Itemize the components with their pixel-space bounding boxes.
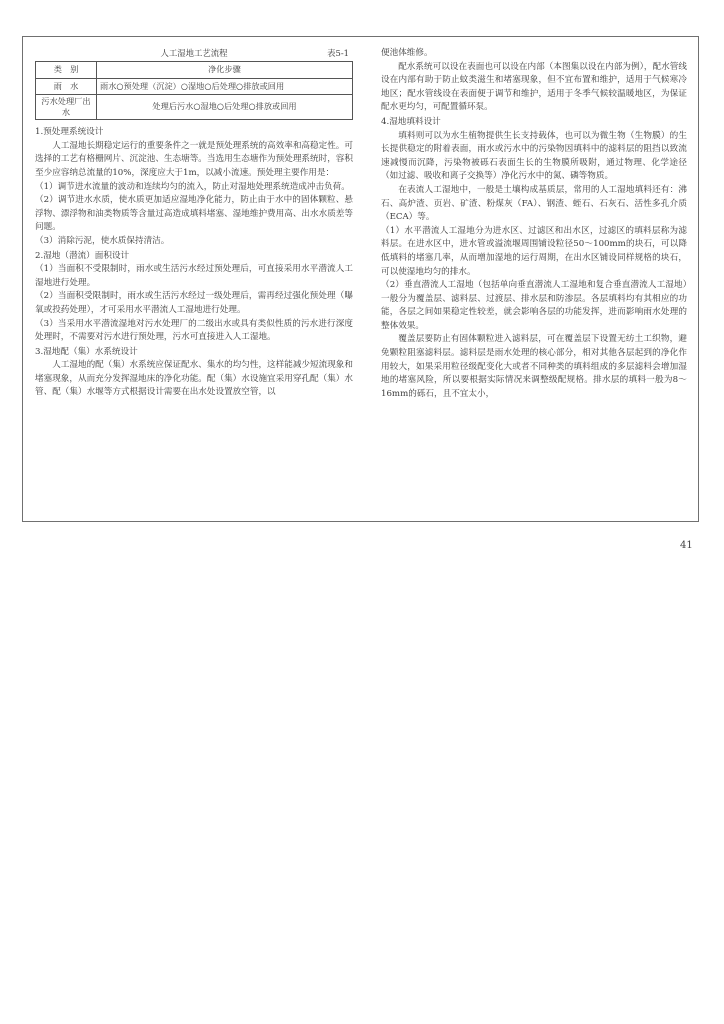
right-column (381, 47, 687, 401)
list-item: （1）当面积不受限制时，雨水或生活污水经过预处理后，可直接采用水平潜流人工湿地进行处理。 (35, 264, 353, 288)
paragraph: 人工湿地的配（集）水系统应保证配水、集水的均匀性，这样能减少短流现象和堵塞现象，从而充分发挥湿地床的净化功能。配（集）水设施宜采用穿孔配（集）水管、配（集）水堰等方式根据设计需要在出水处设置放空管，以 (35, 360, 353, 398)
paragraph: 便池体维修。 (381, 48, 433, 58)
table-header-steps: 净化步骤 (97, 62, 353, 79)
paragraph: 人工湿地长期稳定运行的重要条件之一就是预处理系统的高效率和高稳定性。可选择的工艺有格栅网片、沉淀池、生态塘等。当选用生态塘作为预处理系统时，容积至少应容纳总流量的10%，深度应大于1m，以减小流速。预处理主要作用是： (35, 140, 353, 178)
table-number: 表5-1 (327, 48, 349, 58)
section-heading-fill: 4.湿地填料设计 (381, 116, 441, 127)
paragraph: 填料则可以为水生植物提供生长支持载体，也可以为微生物（生物膜）的生长提供稳定的附着表面，雨水或污水中的污染物因填料中的滤料层的阻挡以致流速减慢而沉降，污染物被砾石表面生长的生物膜所吸附，通过物理、化学途径（如过滤、吸收和离子交换等）净化污水中的氮、磷等物质。 (381, 130, 687, 182)
page-number: 41 (680, 540, 693, 551)
table-cell-steps: 雨水○预处理（沉淀）○湿地○后处理○排放或回用 (97, 78, 353, 95)
process-table (35, 61, 353, 120)
page-frame (22, 36, 699, 522)
paragraph: 配水系统可以设在表面也可以设在内部（本图集以设在内部为例），配水管线设在内部有助于防止蚊类滋生和堵塞现象，但不宜布置和维护，适用于气候寒冷地区；配水管线设在表面便于调节和维护，适用于冬季气候较温暖地区，为保证配水更均匀，可配置循环泵。 (381, 61, 687, 113)
list-item: （2）当面积受限制时，雨水或生活污水经过一级处理后，需再经过强化预处理（曝氧或投药处理），才可采用水平潜流人工湿地进行处理。 (35, 291, 353, 315)
table-title: 人工湿地工艺流程 (160, 48, 228, 58)
table-header-category: 类 别 (36, 62, 97, 79)
table-cell-category: 雨 水 (36, 78, 97, 95)
list-item: （1）调节进水流量的波动和连续均匀的流入，防止对湿地处理系统造成冲击负荷。 (35, 181, 350, 192)
paragraph: 在表流人工湿地中，一般是土壤构成基质层，常用的人工湿地填料还有：沸石、高炉渣、页岩、矿渣、粉煤灰（FA）、钢渣、蛭石、石灰石、活性多孔介质（ECA）等。 (381, 184, 687, 223)
list-item: （3）当采用水平潜流湿地对污水处理厂的二级出水或具有类似性质的污水进行深度处理时，不需要对污水进行预处理，污水可直接进入人工湿地。 (35, 318, 353, 343)
table-cell-steps: 处理后污水○湿地○后处理○排放或回用 (97, 95, 353, 120)
list-item: （3）消除污泥，使水质保持清洁。 (35, 235, 170, 246)
table-row (36, 78, 353, 95)
left-column (35, 47, 353, 400)
list-item: （2）垂直潜流人工湿地（包括单向垂直潜流人工湿地和复合垂直潜流人工湿地）一般分为覆盖层、滤料层、过渡层、排水层和防渗层。各层填料均有其相应的功能，各层之间如果稳定性较差，就会影响各层的功能发挥，进而影响雨水处理的整体效果。 (381, 280, 687, 331)
table-cell-category: 污水处理厂出水 (36, 95, 97, 120)
list-item: （1）水平潜流人工湿地分为进水区、过滤区和出水区，过滤区的填料层称为滤料层。在进水区中，进水管或溢流堰周围铺设粒径50～100mm的块石，可以降低填料的堵塞几率，从而增加湿地的运行周期，在出水区铺设同样规格的块石，可以使湿地均匀的排水。 (381, 225, 687, 277)
table-header-row (36, 62, 353, 79)
section-heading-area: 2.湿地（潜流）面积设计 (35, 250, 130, 261)
section-heading-pretreatment: 1.预处理系统设计 (35, 127, 104, 138)
table-row (36, 95, 353, 120)
paragraph: 覆盖层要防止有固体颗粒进入滤料层，可在覆盖层下设置无纺土工织物，避免颗粒阻塞滤料层。滤料层是雨水处理的核心部分，相对其他各层起到的净化作用较大，如果采用粒径级配变化大或者不同种类的填料组成的多层滤料会增加湿地的堵塞风险，所以要根据实际情况来调整级配规格。排水层的填料一般为8～16mm的砾石，且不宜太小， (381, 334, 687, 399)
section-heading-distribution: 3.湿地配（集）水系统设计 (35, 346, 138, 357)
table-caption (35, 47, 353, 61)
list-item: （2）调节进水水质，使水质更加适应湿地净化能力，防止由于水中的固体颗粒、悬浮物、漂浮物和油类物质等含量过高造成填料堵塞、湿地维护费用高、出水水质差等问题。 (35, 195, 353, 233)
